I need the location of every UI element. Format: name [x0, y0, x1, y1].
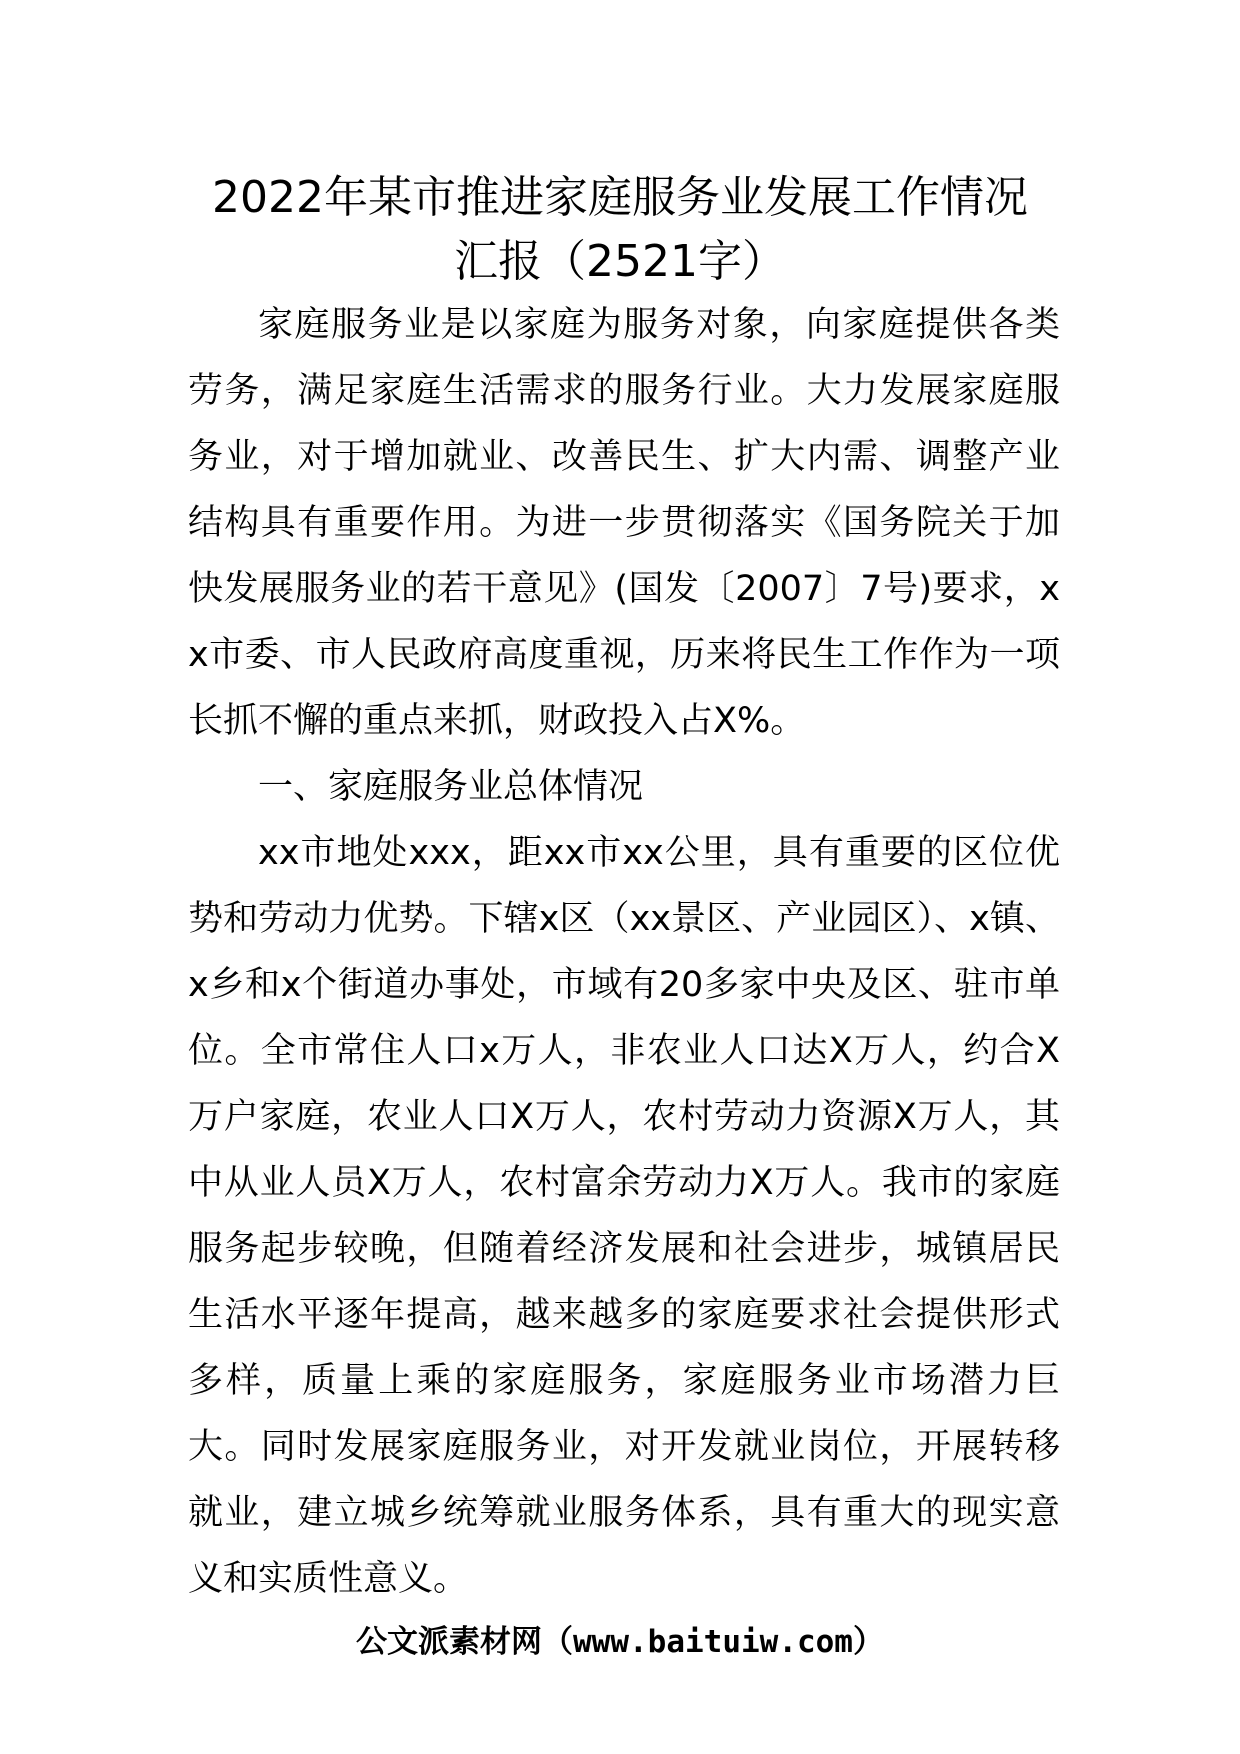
section-heading: 一、家庭服务业总体情况 — [258, 767, 644, 807]
document-title-line-1: 2022年某市推进家庭服务业发展工作情况 — [212, 172, 1028, 223]
overview-paragraph: xx市地处xxx，距xx市xx公里，具有重要的区位优势和劳动力优势。下辖x区（xx景区、产业园区）、x镇、x乡和x个街道办事处，市域有20多家中央及区、驻市单位。全市常住人口x万人，非农业人口达X万人，约合X万户家庭，农业人口X万人，农村劳动力资源X万人，其中从业人员X万人，农村富余劳动力X万人。我市的家庭服务起步较晚，但随着经济发展和社会进步，城镇居民生活水平逐年提高，越来越多的家庭要求社会提供形式多样，质量上乘的家庭服务，家庭服务业市场潜力巨大。同时发展家庭服务业，对开发就业岗位，开展转移就业，建立城乡统筹就业服务体系，具有重大的现实意义和实质性意义。 — [188, 833, 1060, 1599]
document-body — [188, 292, 1060, 1612]
footer-site-name: 公文派素材网 — [356, 1624, 543, 1660]
footer-watermark — [150, 1620, 1090, 1664]
document-title-line-2: 汇报（2521字） — [454, 236, 786, 287]
intro-paragraph: 家庭服务业是以家庭为服务对象，向家庭提供各类劳务，满足家庭生活需求的服务行业。大力发展家庭服务业，对于增加就业、改善民生、扩大内需、调整产业结构具有重要作用。为进一步贯彻落实《国务院关于加快发展服务业的若干意见》(国发〔2007〕7号)要求，xx市委、市人民政府高度重视，历来将民生工作作为一项长抓不懈的重点来抓，财政投入占X%。 — [188, 305, 1060, 741]
footer-url: （www.baituiw.com） — [542, 1624, 884, 1660]
